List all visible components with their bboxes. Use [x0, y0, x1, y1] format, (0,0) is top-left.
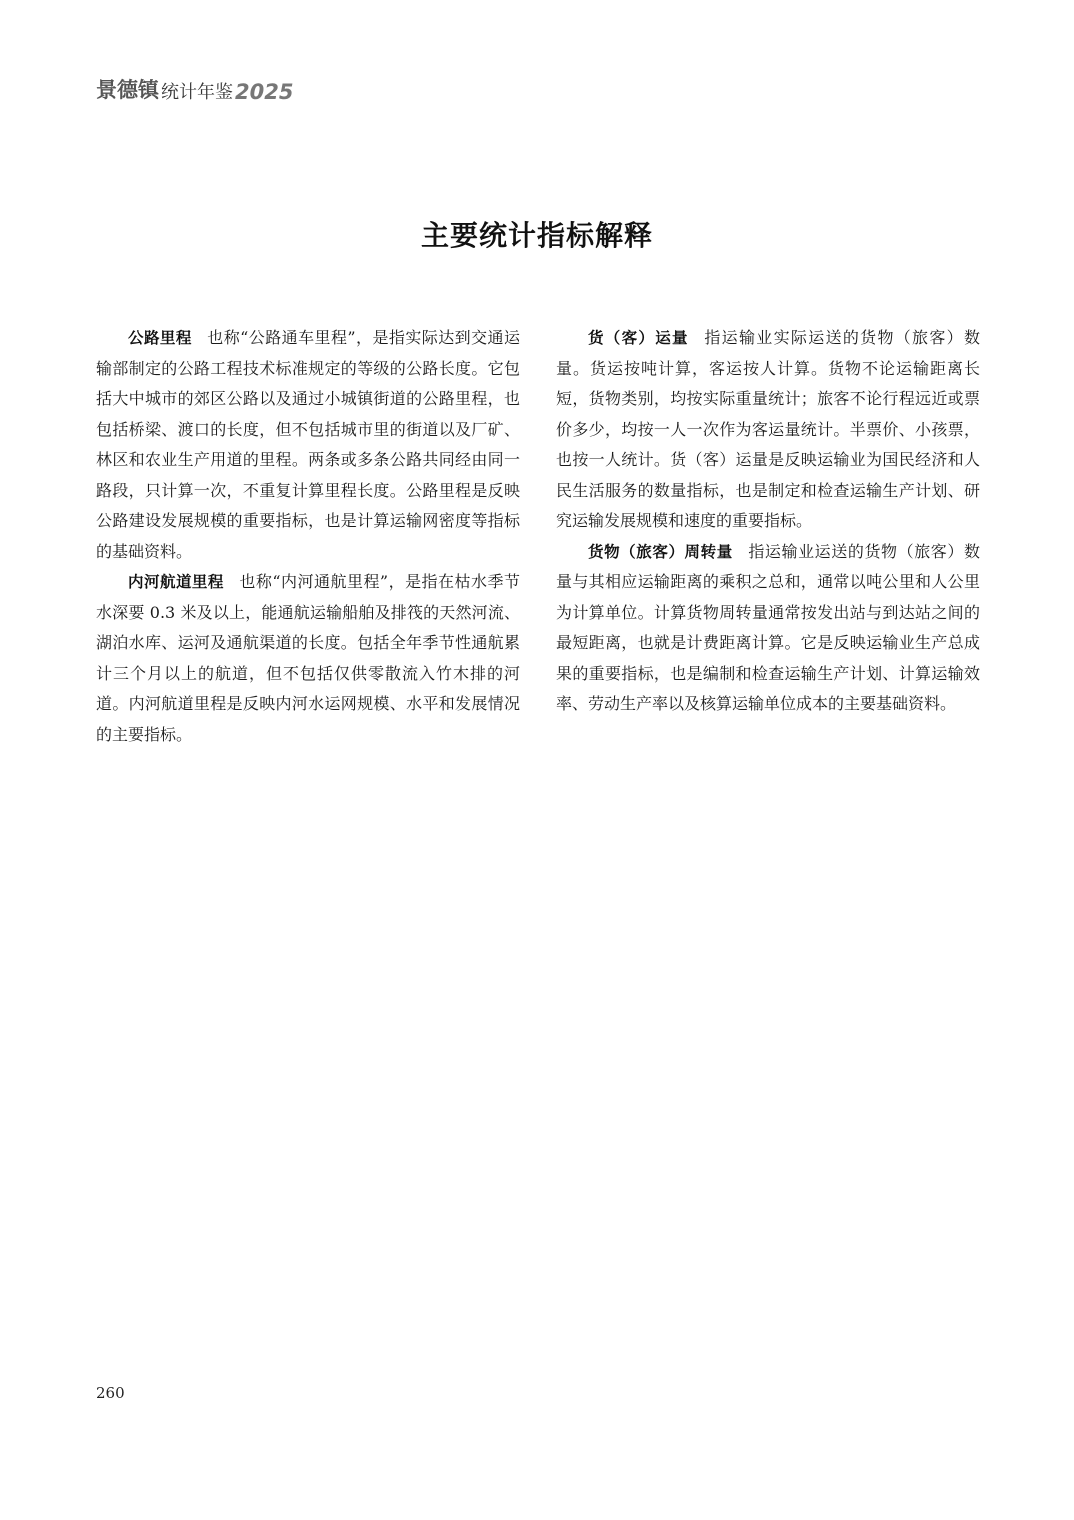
- page-title: 主要统计指标解释: [420, 219, 653, 252]
- running-header: [96, 74, 293, 104]
- left-column: [96, 323, 520, 750]
- definition-term: 公路里程: [128, 329, 192, 347]
- definition-text: 指运输业实际运送的货物（旅客）数量。货运按吨计算，客运按人计算。货物不论运输距离长短，货物类别，均按实际重量统计；旅客不论行程远近或票价多少，均按一人一次作为客运量统计。半票价、小孩票，也按一人统计。货（客）运量是反映运输业为国民经济和人民生活服务的数量指标，也是制定和检查运输生产计划、研究运输发展规模和速度的重要指标。: [556, 328, 980, 530]
- definition-text: 指运输业运送的货物（旅客）数量与其相应运输距离的乘积之总和，通常以吨公里和人公里为计算单位。计算货物周转量通常按发出站与到达站之间的最短距离，也就是计费距离计算。它是反映运输业生产总成果的重要指标，也是编制和检查运输生产计划、计算运输效率、劳动生产率以及核算运输单位成本的主要基础资料。: [556, 541, 980, 713]
- definition-paragraph: [556, 323, 980, 537]
- definition-term: 货（客）运量: [588, 329, 689, 347]
- definition-paragraph: [96, 323, 520, 567]
- definition-text: 也称“公路通车里程”，是指实际达到交通运输部制定的公路工程技术标准规定的等级的公路长度。它包括大中城市的郊区公路以及通过小城镇街道的公路里程，也包括桥梁、渡口的长度，但不包括城市里的街道以及厂矿、林区和农业生产用道的里程。两条或多条公路共同经由同一路段，只计算一次，不重复计算里程长度。公路里程是反映公路建设发展规模的重要指标，也是计算运输网密度等指标的基础资料。: [96, 328, 520, 561]
- right-column: [556, 323, 980, 720]
- definition-paragraph: [556, 537, 980, 720]
- definition-term: 货物（旅客）周转量: [588, 542, 733, 561]
- definition-term: 内河航道里程: [128, 573, 224, 591]
- header-book-title: 统计年鉴: [161, 82, 233, 103]
- definition-paragraph: [96, 567, 520, 750]
- header-year: 2025: [235, 80, 294, 104]
- header-city: 景德镇: [96, 78, 159, 102]
- page-number: 260: [96, 1384, 125, 1402]
- definition-text: 也称“内河通航里程”，是指在枯水季节水深要 0.3 米及以上，能通航运输船舶及排筏的天然河流、湖泊水库、运河及通航渠道的长度。包括全年季节性通航累计三个月以上的航道，但不包括仅供零散流入竹木排的河道。内河航道里程是反映内河水运网规模、水平和发展情况的主要指标。: [96, 572, 520, 744]
